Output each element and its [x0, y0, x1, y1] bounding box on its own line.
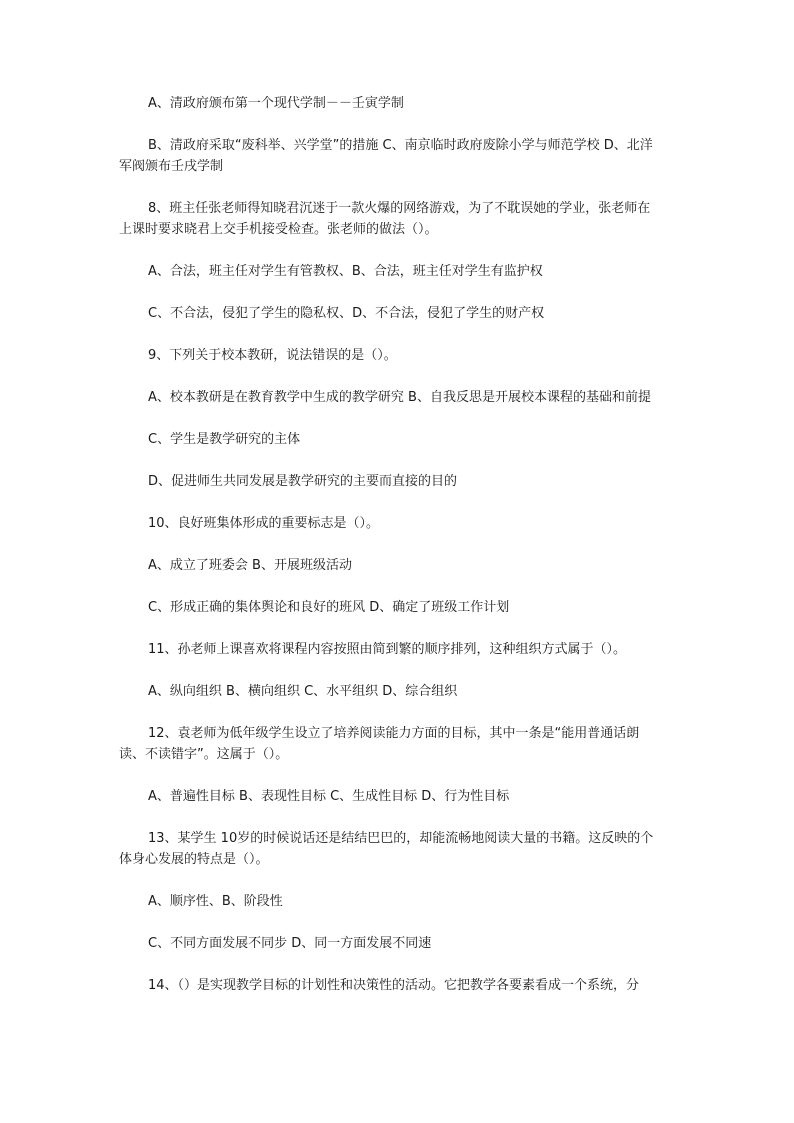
- question-9-options-a-b: A、校本教研是在教育教学中生成的教学研究 B、自我反思是开展校本课程的基础和前提: [148, 390, 651, 405]
- question-13: 13、某学生 10岁的时候说话还是结结巴巴的，却能流畅地阅读大量的书籍。这反映的个体身心发展的特点是（）。: [119, 831, 654, 867]
- question-8: 8、班主任张老师得知晓君沉迷于一款火爆的网络游戏，为了不耽误她的学业，张老师在上课时要求晓君上交手机接受检查。张老师的做法（）。: [119, 201, 651, 237]
- options-b-c-d-xuezhi: B、清政府采取“废科举、兴学堂”的措施 C、南京临时政府废除小学与师范学校 D、北洋军阀颁布壬戌学制: [119, 138, 653, 174]
- question-12-options: A、普遍性目标 B、表现性目标 C、生成性目标 D、行为性目标: [148, 789, 510, 804]
- question-13-options-a-b: A、顺序性、B、阶段性: [148, 894, 283, 909]
- question-10-options-c-d: C、形成正确的集体舆论和良好的班风 D、确定了班级工作计划: [148, 600, 510, 615]
- question-9: 9、下列关于校本教研，说法错误的是（）。: [148, 348, 397, 363]
- question-12: 12、袁老师为低年级学生设立了培养阅读能力方面的目标，其中一条是“能用普通话朗读、不读错字”。这属于（）。: [119, 726, 640, 762]
- option-a-renyin-xuezhi: A、清政府颁布第一个现代学制－－壬寅学制: [148, 96, 404, 111]
- question-11: 11、孙老师上课喜欢将课程内容按照由简到繁的顺序排列，这种组织方式属于（）。: [148, 642, 627, 657]
- question-10: 10、良好班集体形成的重要标志是（）。: [148, 516, 380, 531]
- question-14: 14、（）是实现教学目标的计划性和决策性的活动。它把教学各要素看成一个系统，分: [148, 978, 640, 993]
- question-8-options-a-b: A、合法，班主任对学生有管教权、B、合法，班主任对学生有监护权: [148, 264, 543, 279]
- question-13-options-c-d: C、不同方面发展不同步 D、同一方面发展不同速: [148, 936, 432, 951]
- question-10-options-a-b: A、成立了班委会 B、开展班级活动: [148, 558, 352, 573]
- question-9-option-c: C、学生是教学研究的主体: [148, 432, 301, 447]
- question-9-option-d: D、促进师生共同发展是教学研究的主要而直接的目的: [148, 474, 458, 489]
- question-8-options-c-d: C、不合法，侵犯了学生的隐私权、D、不合法，侵犯了学生的财产权: [148, 306, 545, 321]
- question-11-options: A、纵向组织 B、横向组织 C、水平组织 D、综合组织: [148, 684, 458, 699]
- document-page: [119, 93, 659, 1017]
